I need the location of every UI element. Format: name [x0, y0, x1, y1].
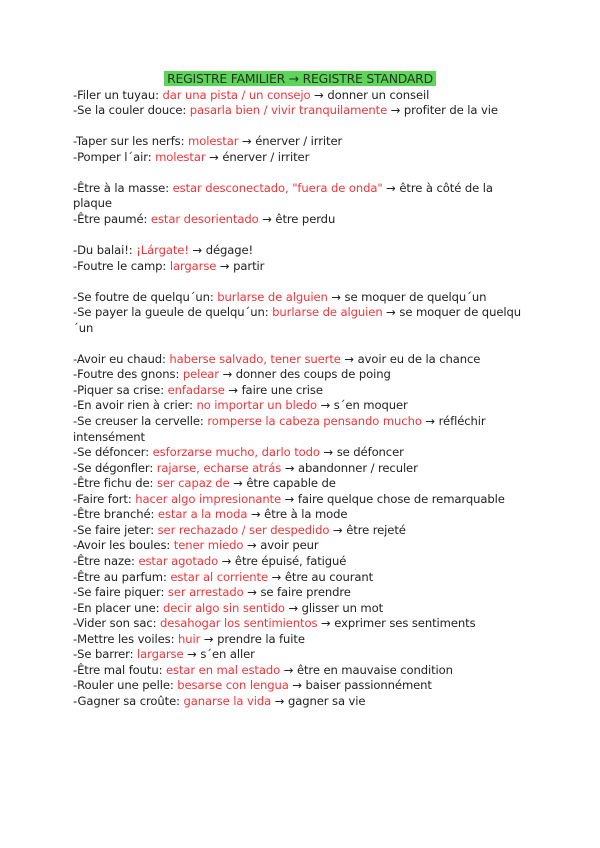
spanish-translation: molestar — [155, 149, 206, 164]
document-page — [73, 71, 533, 709]
standard-expression: avoir peur — [260, 538, 319, 553]
familiar-expression: -Rouler une pelle: — [73, 678, 178, 693]
blank-line — [73, 119, 533, 135]
spanish-translation: largarse — [137, 647, 184, 662]
arrow-icon: → — [314, 87, 324, 102]
standard-expression: prendre la fuite — [217, 631, 305, 646]
spanish-translation: ganarse la vida — [183, 693, 272, 708]
familiar-expression: -En placer une: — [73, 600, 164, 615]
arrow-icon: → — [228, 382, 238, 397]
expression-entry — [73, 352, 533, 368]
familiar-expression: -Se la couler douce: — [73, 103, 190, 118]
familiar-expression: -Gagner sa croûte: — [73, 693, 184, 708]
blank-line — [73, 336, 533, 352]
spanish-translation: hacer algo impresionante — [135, 491, 282, 506]
familiar-expression: -Foutre des gnons: — [73, 367, 183, 382]
familiar-expression: -Faire fort: — [73, 491, 136, 506]
standard-expression: s´en aller — [200, 647, 255, 662]
expression-list — [73, 88, 533, 710]
spanish-translation: molestar — [188, 134, 239, 149]
spanish-translation: tener miedo — [173, 538, 244, 553]
arrow-icon: → — [187, 647, 197, 662]
expression-group — [73, 181, 533, 228]
standard-expression: exprimer ses sentiments — [334, 616, 476, 631]
expression-entry — [73, 305, 533, 336]
blank-line — [73, 165, 533, 181]
expression-group — [73, 243, 533, 274]
arrow-icon: → — [284, 491, 295, 506]
familiar-expression: -Taper sur les nerfs: — [73, 134, 189, 149]
spanish-translation: pelear — [182, 367, 219, 382]
expression-entry — [73, 243, 533, 259]
spanish-translation: burlarse de alguien — [272, 305, 383, 320]
expression-entry — [73, 461, 533, 477]
spanish-translation: decir algo sin sentido — [163, 600, 289, 615]
spanish-translation: estar a la moda — [157, 507, 248, 522]
expression-entry — [73, 88, 533, 104]
spanish-translation: dar una pista / un consejo — [162, 87, 311, 102]
arrow-icon: → — [344, 351, 355, 366]
spanish-translation: ser arrestado — [167, 585, 244, 600]
arrow-icon: → — [321, 616, 331, 631]
arrow-icon: → — [222, 367, 233, 382]
standard-expression: énerver / irriter — [255, 134, 343, 149]
spanish-translation: esforzarse mucho, darlo todo — [152, 445, 320, 460]
standard-expression: être épuisé, fatigué — [234, 553, 347, 568]
standard-expression: profiter de la vie — [403, 103, 498, 118]
spanish-translation: ¡Lárgate! — [136, 243, 189, 258]
standard-expression: être rejeté — [346, 522, 406, 537]
expression-entry — [73, 212, 533, 228]
familiar-expression: -Être branché: — [73, 507, 158, 522]
spanish-translation: huir — [177, 631, 201, 646]
arrow-icon: → — [219, 258, 230, 273]
spanish-translation: haberse salvado, tener suerte — [169, 351, 341, 366]
standard-expression: partir — [233, 258, 265, 273]
expression-entry — [73, 134, 533, 150]
spanish-translation: estar desorientado — [150, 211, 259, 226]
familiar-expression: -Être naze: — [73, 553, 139, 568]
spanish-translation: romperse la cabeza pensando mucho — [207, 414, 422, 429]
arrow-icon: → — [283, 662, 294, 677]
arrow-icon: → — [209, 149, 219, 164]
arrow-icon: → — [233, 476, 243, 491]
expression-entry — [73, 383, 533, 399]
expression-entry — [73, 181, 533, 212]
standard-expression: être au courant — [284, 569, 374, 584]
expression-entry — [73, 103, 533, 119]
familiar-expression: -Avoir les boules: — [73, 538, 174, 553]
standard-expression: se moquer de quelqu´un — [344, 289, 487, 304]
expression-entry — [73, 601, 533, 617]
familiar-expression: -Se défoncer: — [73, 445, 153, 460]
spanish-translation: estar al corriente — [170, 569, 269, 584]
familiar-expression: -Être au parfum: — [73, 569, 171, 584]
expression-entry — [73, 290, 533, 306]
spanish-translation: burlarse de alguien — [217, 289, 328, 304]
standard-expression: énerver / irriter — [222, 149, 310, 164]
expression-group — [73, 134, 533, 165]
familiar-expression: -Foutre le camp: — [73, 258, 170, 273]
standard-expression: dégage! — [205, 243, 254, 258]
standard-expression: donner des coups de poing — [235, 367, 391, 382]
arrow-icon: → — [274, 693, 285, 708]
standard-expression: s´en moquer — [333, 398, 408, 413]
spanish-translation: rajarse, echarse atrás — [156, 460, 282, 475]
expression-entry — [73, 507, 533, 523]
arrow-icon: → — [386, 180, 396, 195]
arrow-icon: → — [247, 585, 257, 600]
standard-expression: se faire prendre — [260, 585, 351, 600]
arrow-icon: → — [262, 211, 272, 226]
spanish-translation: besarse con lengua — [177, 678, 289, 693]
standard-expression: se moquer de quelqu´un — [73, 305, 521, 335]
familiar-expression: -Être à la masse: — [73, 180, 173, 195]
expression-entry — [73, 259, 533, 275]
expression-entry — [73, 632, 533, 648]
familiar-expression: -Vider son sac: — [73, 616, 161, 631]
familiar-expression: -Se barrer: — [73, 647, 137, 662]
expression-entry — [73, 585, 533, 601]
spanish-translation: estar en mal estado — [166, 662, 281, 677]
standard-expression: faire une crise — [241, 382, 323, 397]
arrow-icon: → — [331, 289, 341, 304]
expression-entry — [73, 570, 533, 586]
familiar-expression: -Pomper l´air: — [73, 149, 156, 164]
familiar-expression: -Se foutre de quelqu´un: — [73, 289, 218, 304]
expression-entry — [73, 647, 533, 663]
familiar-expression: -Avoir eu chaud: — [73, 351, 170, 366]
standard-expression: être à côté de la plaque — [73, 180, 493, 211]
standard-expression: avoir eu de la chance — [357, 351, 481, 366]
expression-entry — [73, 150, 533, 166]
expression-entry — [73, 445, 533, 461]
familiar-expression: -Se dégonfler: — [73, 460, 157, 475]
spanish-translation: estar agotado — [138, 553, 222, 568]
standard-expression: faire quelque chose de remarquable — [297, 491, 505, 506]
arrow-icon: → — [242, 134, 252, 149]
standard-expression: être perdu — [275, 211, 336, 226]
arrow-icon: → — [192, 243, 203, 258]
familiar-expression: -Se faire jeter: — [73, 522, 158, 537]
familiar-expression: -Du balai!: — [73, 243, 137, 258]
arrow-icon: → — [292, 678, 302, 693]
arrow-icon: → — [323, 445, 334, 460]
blank-line — [73, 227, 533, 243]
standard-expression: gagner sa vie — [287, 693, 366, 708]
arrow-icon: → — [386, 305, 396, 320]
expression-entry — [73, 492, 533, 508]
standard-expression: donner un conseil — [327, 87, 430, 102]
arrow-icon: → — [390, 103, 401, 118]
title-line — [67, 71, 533, 88]
familiar-expression: -Piquer sa crise: — [73, 382, 168, 397]
expression-group — [73, 88, 533, 119]
expression-entry — [73, 616, 533, 632]
familiar-expression: -Être fichu de: — [73, 476, 157, 491]
expression-entry — [73, 523, 533, 539]
arrow-icon: → — [221, 553, 232, 568]
expression-entry — [73, 476, 533, 492]
standard-expression: abandonner / reculer — [298, 460, 418, 475]
expression-entry — [73, 398, 533, 414]
expression-entry — [73, 678, 533, 694]
standard-expression: glisser un mot — [301, 600, 384, 615]
standard-expression: baiser passionnément — [305, 678, 432, 693]
arrow-icon: → — [247, 538, 257, 553]
standard-expression: être capable de — [246, 476, 336, 491]
familiar-expression: -Filer un tuyau: — [73, 87, 163, 102]
familiar-expression: -Être mal foutu: — [73, 662, 166, 677]
spanish-translation: enfadarse — [167, 382, 225, 397]
standard-expression: être en mauvaise condition — [296, 662, 453, 677]
familiar-expression: -Mettre les voiles: — [73, 631, 178, 646]
spanish-translation: desahogar los sentimientos — [160, 616, 318, 631]
standard-expression: réfléchir intensément — [73, 414, 486, 444]
spanish-translation: ser capaz de — [156, 476, 230, 491]
expression-entry — [73, 367, 533, 383]
familiar-expression: -Être paumé: — [73, 211, 151, 226]
expression-entry — [73, 414, 533, 445]
arrow-icon: → — [333, 522, 343, 537]
arrow-icon: → — [425, 414, 436, 429]
expression-group — [73, 352, 533, 710]
familiar-expression: -Se faire piquer: — [73, 585, 168, 600]
spanish-translation: estar desconectado, "fuera de onda" — [172, 180, 383, 195]
expression-group — [73, 290, 533, 337]
document-title: REGISTRE FAMILIER → REGISTRE STANDARD — [164, 71, 436, 86]
arrow-icon: → — [284, 460, 295, 475]
standard-expression: se défoncer — [336, 445, 404, 460]
expression-entry — [73, 663, 533, 679]
spanish-translation: ser rechazado / ser despedido — [157, 522, 330, 537]
spanish-translation: largarse — [169, 258, 217, 273]
blank-line — [73, 274, 533, 290]
arrow-icon: → — [320, 398, 331, 413]
spanish-translation: pasarla bien / vivir tranquilamente — [189, 103, 391, 118]
expression-entry — [73, 554, 533, 570]
standard-expression: être à la mode — [264, 507, 348, 522]
familiar-expression: -Se creuser la cervelle: — [73, 414, 208, 429]
arrow-icon: → — [250, 507, 261, 522]
expression-entry — [73, 694, 533, 710]
familiar-expression: -En avoir rien à crier: — [73, 398, 197, 413]
arrow-icon: → — [271, 569, 282, 584]
arrow-icon: → — [288, 600, 299, 615]
familiar-expression: -Se payer la gueule de quelqu´un: — [73, 305, 273, 320]
expression-entry — [73, 538, 533, 554]
arrow-icon: → — [203, 631, 214, 646]
spanish-translation: no importar un bledo — [196, 398, 317, 413]
